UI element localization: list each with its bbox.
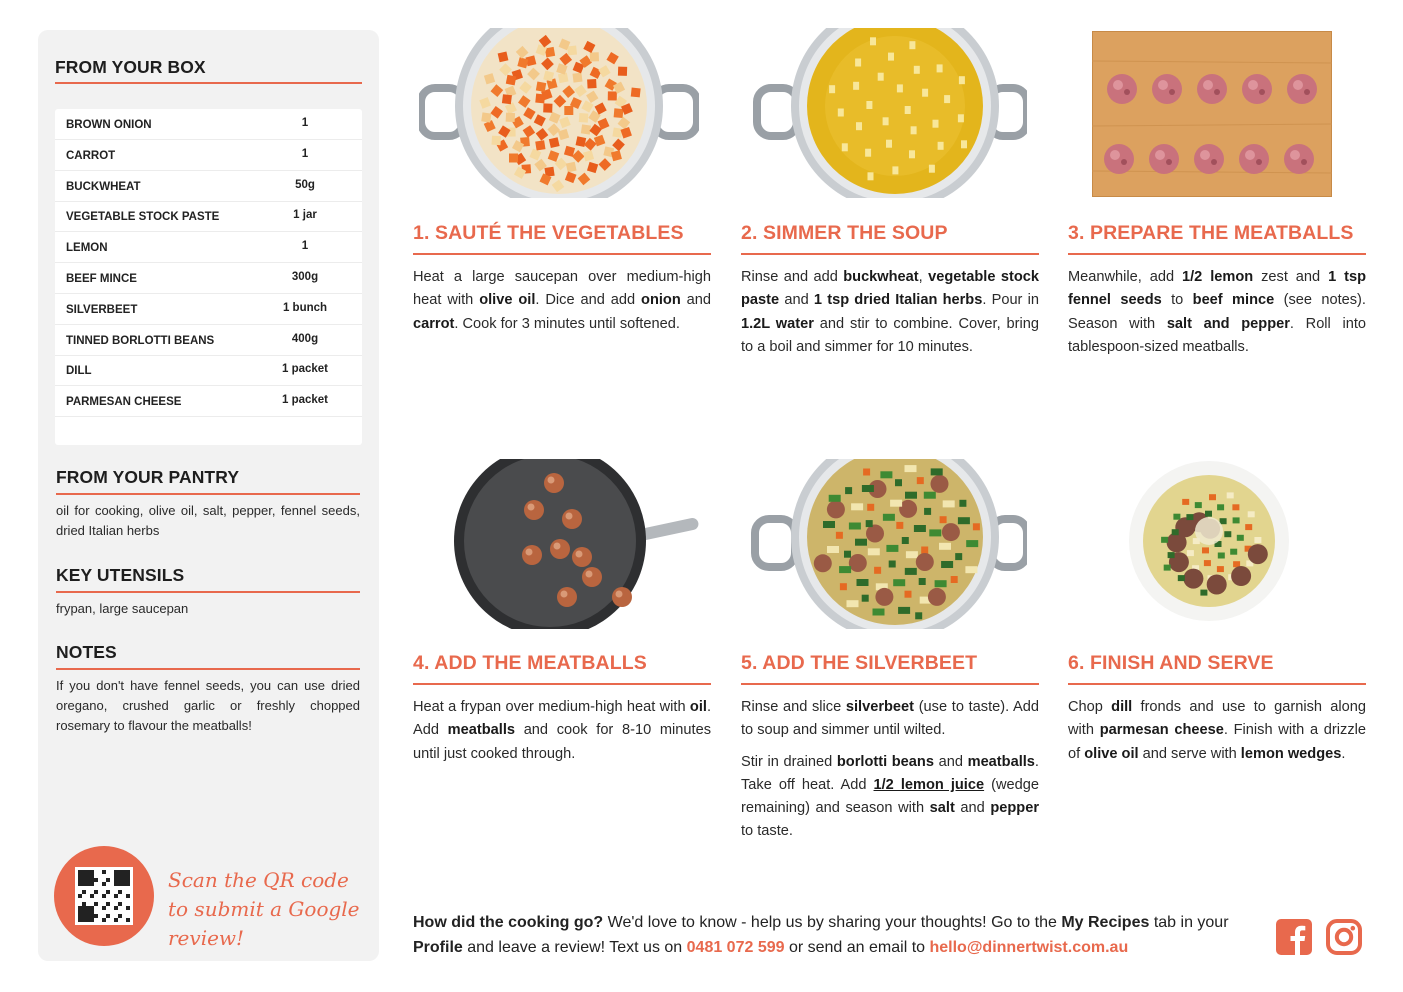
recipe-step [413, 0, 711, 900]
ingredient-name: BEEF MINCE [66, 273, 137, 285]
saucepan-with-soup-icon [747, 459, 1027, 634]
instruction-text: . Dice and add [535, 292, 642, 309]
step-divider [413, 683, 711, 685]
instruction-text: to taste. [741, 823, 793, 840]
ingredient-highlight: lemon wedges [1240, 745, 1342, 762]
ingredient-row [55, 140, 362, 171]
ingredient-name: DILL [66, 365, 92, 378]
ingredient-quantity: 1 [301, 147, 309, 160]
step-title: 4. ADD THE MEATBALLS [413, 652, 647, 674]
frypan-with-meatballs-icon [452, 459, 702, 634]
ingredient-highlight: parmesan cheese [1099, 722, 1224, 739]
ingredients-sidebar [38, 30, 379, 961]
footer-text: or send an email to [784, 939, 930, 956]
ingredient-highlight: olive oil [479, 292, 536, 309]
ingredient-highlight: olive oil [1084, 745, 1139, 762]
ingredient-highlight: meatballs [967, 753, 1035, 770]
instruction-text: and [779, 292, 814, 309]
instruction-text: Rinse and slice [741, 699, 846, 715]
instruction-text: Heat a frypan over medium-high heat with [413, 699, 690, 715]
ingredient-row [55, 171, 362, 202]
ingredient-highlight: buckwheat [843, 269, 919, 285]
email-link[interactable]: hello@dinnertwist.com.au [929, 939, 1129, 956]
step-title: 2. SIMMER THE SOUP [741, 222, 948, 244]
recipe-step [1068, 0, 1366, 900]
key-utensils-title: KEY UTENSILS [56, 565, 185, 585]
from-your-box-title: FROM YOUR BOX [55, 57, 206, 77]
ingredient-name: BROWN ONION [66, 119, 152, 131]
ingredient-quantity: 1 [301, 240, 309, 253]
facebook-icon[interactable] [1275, 918, 1313, 956]
ingredient-highlight: 1 tsp fennel seeds [1068, 269, 1367, 309]
ingredient-quantity: 1 bunch [282, 301, 328, 314]
footer-emphasis: My Recipes [1061, 914, 1150, 931]
step-divider [1068, 683, 1366, 685]
bowl-of-soup-icon [1127, 459, 1297, 634]
ingredient-highlight: 1/2 lemon juice [873, 776, 985, 793]
ingredient-name: TINNED BORLOTTI BEANS [66, 334, 215, 347]
ingredient-name: LEMON [66, 242, 108, 255]
step-title: 5. ADD THE SILVERBEET [741, 652, 978, 674]
instagram-icon[interactable] [1325, 918, 1363, 956]
instruction-text: , [918, 269, 929, 285]
ingredient-name: VEGETABLE STOCK PASTE [66, 211, 220, 224]
step-title: 3. PREPARE THE MEATBALLS [1068, 222, 1354, 244]
section-divider [56, 668, 360, 670]
ingredient-quantity: 1 packet [281, 394, 329, 407]
footer-text: We'd love to know - help us by sharing your thoughts! Go to the [603, 914, 1062, 931]
instruction-text: . Add [413, 699, 711, 739]
instruction-text: and [954, 800, 991, 817]
instruction-paragraph [413, 696, 711, 766]
pantry-text: oil for cooking, olive oil, salt, pepper, fennel seeds, dried Italian herbs [56, 503, 360, 538]
instruction-text: fronds and use to garnish along with [1068, 699, 1366, 739]
instruction-text: and serve with [1138, 745, 1241, 762]
ingredient-quantity: 300g [291, 271, 319, 283]
qr-review-prompt: Scan the QR code to submit a Google review! [168, 868, 360, 950]
step-divider [741, 683, 1039, 685]
ingredient-highlight: 1/2 lemon [1182, 269, 1254, 285]
ingredient-row [55, 325, 362, 356]
ingredient-highlight: onion [641, 292, 681, 309]
instruction-text: . Pour in [982, 292, 1039, 309]
instruction-text: . [1341, 745, 1346, 762]
step-title: 1. SAUTÉ THE VEGETABLES [413, 222, 684, 244]
ingredients-table [55, 109, 362, 445]
ingredient-row [55, 386, 362, 417]
instruction-text: to [1161, 292, 1193, 309]
instruction-text: and stir to combine. Cover, bring to a boil and simmer for 10 minutes. [741, 315, 1039, 355]
instruction-text: . Roll into tablespoon-sized meatballs. [1068, 315, 1367, 355]
ingredient-quantity: 1 packet [281, 363, 329, 376]
instruction-text: zest and [1253, 269, 1329, 285]
instruction-paragraph [741, 696, 1039, 743]
instruction-text: and cook for 8-10 minutes until just cooked through. [413, 722, 711, 762]
footer-emphasis: How did the cooking go? [413, 914, 604, 931]
section-divider [56, 591, 360, 593]
ingredient-highlight: 1 tsp dried Italian herbs [813, 292, 983, 309]
instruction-text: Rinse and add [741, 269, 844, 285]
ingredient-highlight: oil [689, 699, 707, 715]
notes-title: NOTES [56, 642, 117, 662]
section-divider [56, 493, 360, 495]
ingredient-name: SILVERBEET [66, 303, 138, 316]
ingredient-highlight: salt and pepper [1166, 315, 1290, 332]
ingredient-row [55, 232, 362, 263]
instruction-text: Meanwhile, add [1068, 269, 1183, 285]
ingredient-highlight: dill [1111, 699, 1133, 715]
ingredient-highlight: pepper [990, 800, 1039, 817]
ingredient-highlight: vegetable stock paste [741, 269, 1039, 309]
ingredient-quantity: 50g [295, 178, 315, 191]
phone-link[interactable]: 0481 072 599 [686, 939, 785, 956]
ingredient-name: PARMESAN CHEESE [66, 396, 182, 409]
step-title: 6. FINISH AND SERVE [1068, 652, 1274, 674]
footer-emphasis: Profile [413, 939, 463, 956]
ingredient-highlight: borlotti beans [836, 753, 934, 770]
from-your-pantry-title: FROM YOUR PANTRY [56, 467, 240, 487]
instruction-text: (wedge remaining) and season with [741, 776, 1039, 817]
instruction-text: Stir in drained [741, 753, 837, 770]
section-divider [55, 82, 362, 84]
step-instructions [413, 696, 711, 766]
instruction-text: and [680, 292, 712, 309]
instruction-paragraph [1068, 696, 1366, 766]
ingredient-row [55, 109, 362, 140]
instruction-text: and [933, 753, 968, 770]
ingredient-highlight: beef mince [1192, 292, 1275, 309]
ingredient-highlight: carrot [413, 315, 455, 332]
instruction-text: (use to taste). Add to soup and simmer until wilted. [741, 699, 1039, 739]
qr-code[interactable] [75, 867, 133, 925]
utensils-text: frypan, large saucepan [56, 601, 189, 616]
instruction-text: Chop [1068, 699, 1112, 715]
instruction-text: (see notes). Season with [1068, 292, 1366, 332]
ingredient-name: BUCKWHEAT [66, 180, 141, 193]
ingredient-row [55, 263, 362, 294]
ingredient-row [55, 294, 362, 325]
footer-text: tab in your [1149, 914, 1229, 931]
ingredient-highlight: salt [929, 800, 955, 817]
instruction-text: . Finish with a drizzle of [1068, 722, 1366, 762]
notes-text: If you don't have fennel seeds, you can use dried oregano, crushed garlic or freshly chopped rosemary to flavour the meatballs! [56, 678, 360, 733]
ingredient-quantity: 1 [301, 117, 309, 129]
ingredient-quantity: 1 jar [293, 209, 317, 222]
instruction-text: Heat a large saucepan over medium-high heat with [413, 269, 711, 309]
recipe-step [741, 0, 1039, 900]
instruction-paragraph [741, 751, 1039, 844]
ingredient-quantity: 400g [291, 332, 319, 345]
instruction-text: . Cook for 3 minutes until softened. [454, 315, 680, 332]
ingredient-highlight: meatballs [447, 722, 515, 739]
ingredient-row [55, 201, 362, 232]
ingredient-highlight: silverbeet [845, 699, 915, 715]
qr-code-badge[interactable] [54, 846, 154, 946]
feedback-footer [413, 910, 1263, 960]
ingredient-highlight: 1.2L water [741, 315, 814, 332]
step-instructions [741, 696, 1039, 844]
ingredient-name: CARROT [66, 149, 116, 162]
step-instructions [1068, 696, 1366, 766]
ingredient-row [55, 355, 362, 386]
footer-text: and leave a review! Text us on [462, 939, 687, 956]
instruction-text: . Take off heat. Add [741, 753, 1039, 793]
